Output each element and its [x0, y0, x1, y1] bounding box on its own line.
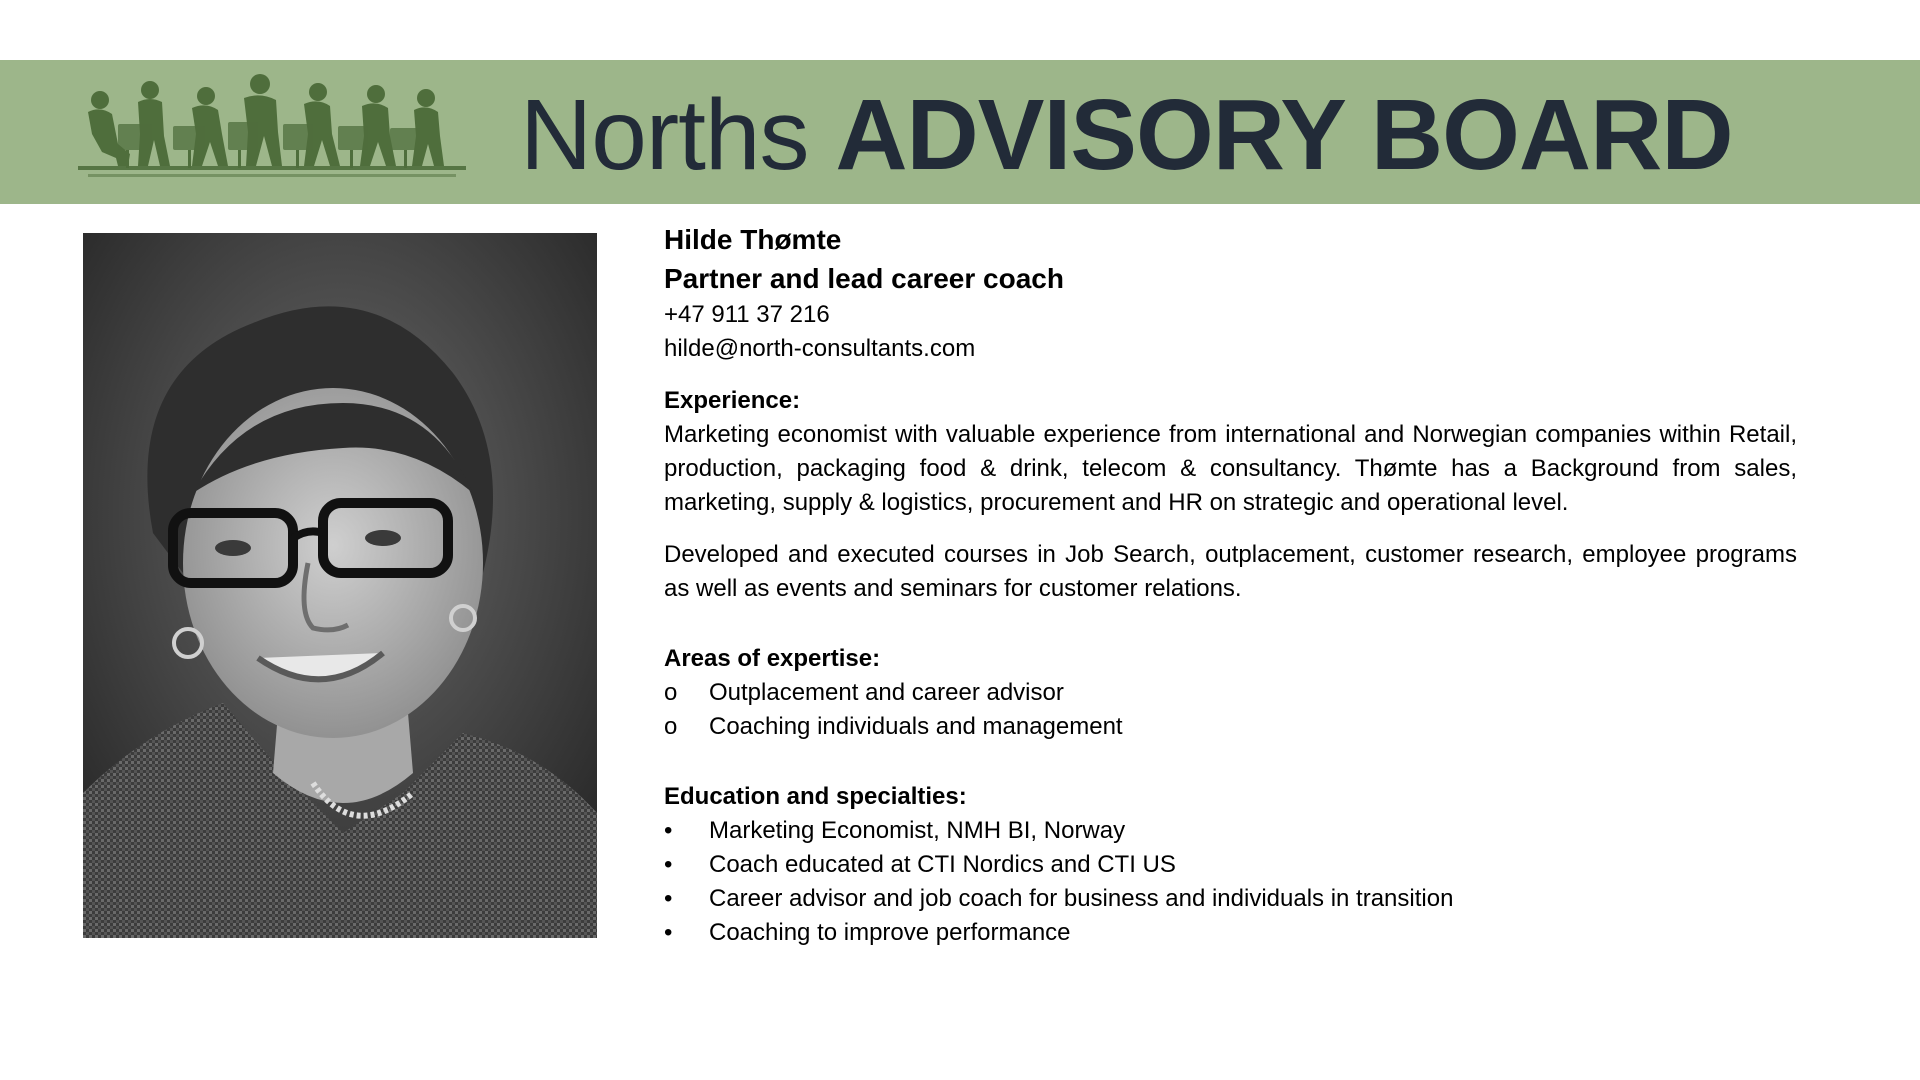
portrait-photo — [83, 233, 597, 938]
circle-bullet-icon: o — [664, 713, 678, 740]
expertise-heading: Areas of expertise: — [664, 645, 881, 672]
title-main: ADVISORY BOARD — [835, 79, 1733, 191]
bullet-icon: • — [664, 919, 673, 946]
education-list — [664, 814, 1797, 950]
list-item — [664, 676, 1797, 710]
list-item-text: Career advisor and job coach for business and individuals in transition — [709, 885, 1454, 912]
bullet-icon: • — [664, 817, 673, 844]
list-item-text: Marketing Economist, NMH BI, Norway — [709, 817, 1126, 844]
title-prefix: Norths — [520, 79, 836, 191]
list-item — [664, 882, 1797, 916]
list-item — [664, 814, 1797, 848]
list-item-text: Outplacement and career advisor — [709, 679, 1064, 706]
person-role: Partner and lead career coach — [664, 263, 1064, 294]
bullet-icon: • — [664, 851, 673, 878]
bullet-icon: • — [664, 885, 673, 912]
person-name: Hilde Thømte — [664, 224, 842, 255]
list-item — [664, 916, 1797, 950]
profile-content — [664, 220, 1797, 950]
email-address[interactable]: hilde@north-consultants.com — [664, 335, 976, 362]
page-title — [520, 80, 1733, 190]
phone-number: +47 911 37 216 — [664, 301, 830, 328]
education-heading: Education and specialties: — [664, 783, 967, 810]
list-item-text: Coaching individuals and management — [709, 713, 1123, 740]
list-item-text: Coaching to improve performance — [709, 919, 1071, 946]
list-item-text: Coach educated at CTI Nordics and CTI US — [709, 851, 1176, 878]
list-item — [664, 710, 1797, 744]
experience-heading: Experience: — [664, 387, 801, 414]
list-item — [664, 848, 1797, 882]
meeting-silhouettes-icon — [78, 74, 466, 190]
header-banner — [0, 60, 1920, 204]
expertise-list — [664, 676, 1797, 744]
experience-paragraph: Developed and executed courses in Job Search, outplacement, customer research, employee programs as well as events and seminars for customer relations. — [664, 541, 1797, 602]
experience-paragraph: Marketing economist with valuable experience from international and Norwegian companies within Retail, production, packaging food & drink, telecom & consultancy. Thømte has a Background from sales, marketing, supply & logistics, procurement and HR on strategic and operational level. — [664, 421, 1797, 516]
circle-bullet-icon: o — [664, 679, 678, 706]
